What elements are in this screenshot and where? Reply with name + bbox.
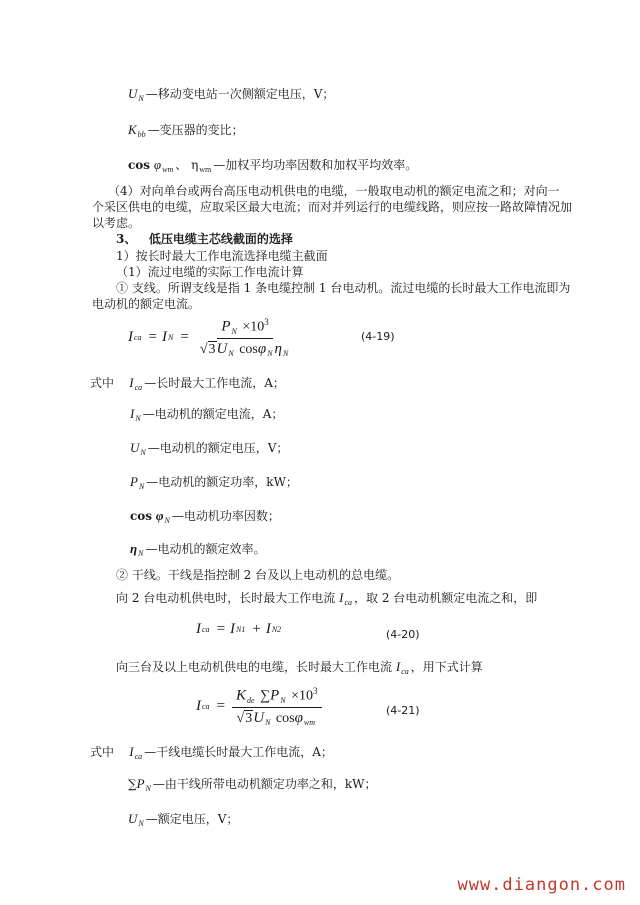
watermark: www.diangon.com — [457, 875, 626, 895]
equation-4-21: I ca = $\frac{K_{de} \sum P_N \times 10^3}{√3U_N \cos\varphi_{wm}}$ — [196, 686, 322, 727]
three-motors-line: 向三台及以上电动机供电的电缆，长时最大工作电流 $I_{ca}$ ，用下式计算 — [116, 659, 483, 676]
para4-line1: （4）对向单台或两台高压电动机供电的电缆，一般取电动机的额定电流之和；对向一 — [108, 184, 560, 198]
def-un-rated: $U_N$ —额定电压，V； — [128, 811, 239, 828]
equation-4-19: I ca = I N = $\frac{P_N \times 10^3}{√3U_N \cos\varphi_N \eta_N}$ — [128, 317, 289, 358]
subsection-1-1: （1）流过电缆的实际工作电流计算 — [116, 265, 304, 279]
equation-number: (4-20) — [386, 628, 420, 641]
where-label: 式中 $I_{ca}$ —长时最大工作电流，A； — [90, 375, 285, 392]
equation-number: (4-19) — [361, 330, 395, 343]
def-cos-phi: $\cos \varphi_N$ —电动机功率因数； — [130, 508, 280, 525]
item2-line1: ② 干线。干线是指控制 2 台及以上电动机的总电缆。 — [116, 568, 400, 582]
def-in: $I_N$ —电动机的额定电流，A； — [130, 406, 284, 423]
def-un-motor: $U_N$ —电动机的额定电压，V； — [130, 440, 289, 457]
subsection-1: 1）按长时最大工作电流选择电缆主截面 — [116, 249, 328, 263]
para4-line3: 以考虑。 — [92, 216, 141, 230]
def-pn: $P_N$ —电动机的额定功率，kW； — [130, 474, 298, 491]
def-un-station: $U_N$ —移动变电站一次侧额定电压，V； — [128, 86, 335, 103]
def-kbb: $K_{bb}$ —变压器的变比； — [128, 122, 244, 139]
def-eta: $\eta_N$ —电动机的额定效率。 — [130, 541, 266, 558]
equation-number: (4-21) — [386, 704, 420, 717]
where-label-2: 式中 $I_{ca}$ —干线电缆长时最大工作电流，A； — [90, 744, 333, 761]
item2-line2: 向 2 台电动机供电时，长时最大工作电流 $I_{ca}$ ，取 2 台电动机额定电流之和，即 — [116, 590, 538, 607]
para4-line2: 个采区供电的电缆，应取采区最大电流；而对并列运行的电缆线路，则应按一路故障情况加 — [92, 200, 573, 214]
item1-line1: ① 支线。所谓支线是指 1 条电缆控制 1 台电动机。流过电缆的长时最大工作电流即为 — [116, 281, 571, 295]
item1-line2: 电动机的额定电流。 — [92, 297, 201, 311]
def-sum-pn: $\sum P_N$ —由干线所带电动机额定功率之和，kW； — [128, 776, 377, 793]
def-cos-eta-wm: $\cos \varphi_{wm}$ 、 $\eta_{wm}$ —加权平均功率因数和加权平均效率。 — [128, 157, 418, 174]
equation-4-20: I ca = I N1 + I N2 — [196, 621, 282, 637]
section3-heading: 3、 低压电缆主芯线截面的选择 — [116, 232, 293, 246]
